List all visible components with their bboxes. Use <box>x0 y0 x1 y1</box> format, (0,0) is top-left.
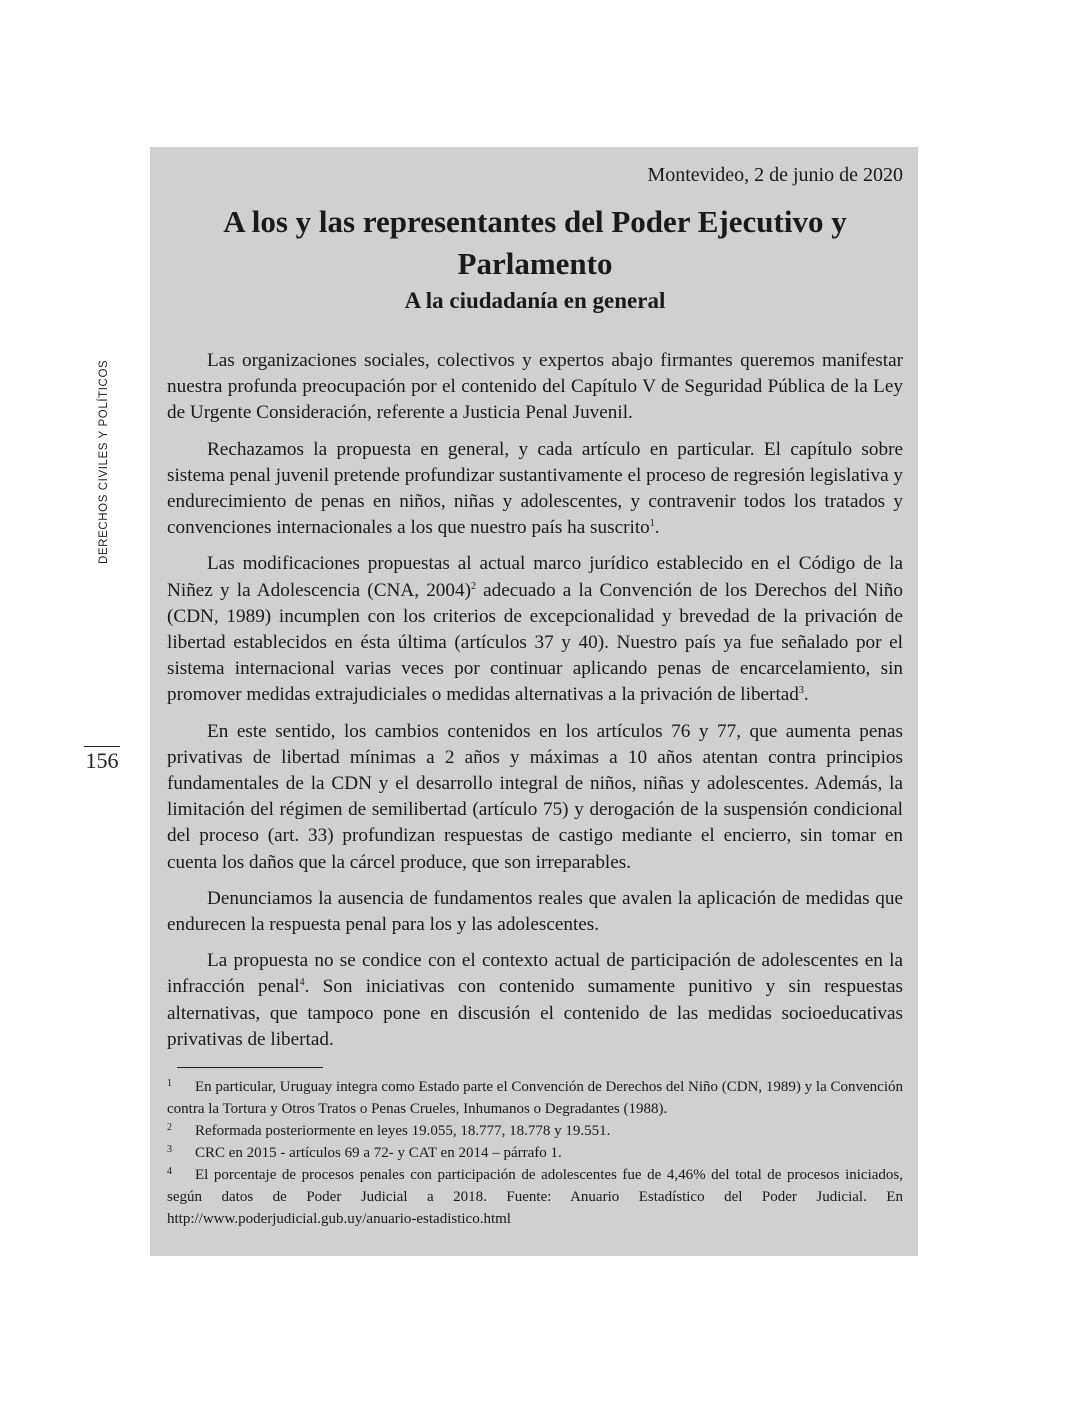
paragraph <box>167 886 903 938</box>
paragraph-text: En este sentido, los cambios contenidos en los artículos 76 y 77, que aumenta penas privativas de libertad mínimas a 2 años y máximas a 10 años atentan contra principios fundamentales de la CDN y el desarrollo integral de niños, niñas y adolescentes. Además, la limitación del régimen de semilibertad (artículo 75) y derogación de la suspensión condicional del proceso (art. 33) profundizan respuestas de castigo mediante el encierro, sin tomar en cuenta los daños que la cárcel produce, que son irreparables. <box>167 720 903 873</box>
page-number-rule <box>84 746 120 747</box>
footnote-text: Reformada posteriormente en leyes 19.055, 18.777, 18.778 y 19.551. <box>195 1123 611 1140</box>
paragraph <box>167 719 903 876</box>
paragraph-text: Rechazamos la propuesta en general, y cada artículo en particular. El capítulo sobre sistema penal juvenil pretende profundizar sustantivamente el proceso de regresión legislativa y endurecimiento de penas en niños, niñas y adolescentes, y contravenir todos los tratados y convenciones internacionales a los que nuestro país ha suscrito <box>167 438 903 539</box>
footnote-text: CRC en 2015 - artículos 69 a 72- y CAT en 2014 – párrafo 1. <box>195 1145 562 1162</box>
paragraph-text: Las modificaciones propuestas al actual marco jurídico establecido en el Código de la Niñez y la Adolescencia (CNA, 2004) <box>167 553 903 601</box>
paragraph <box>167 437 903 542</box>
paragraph-text: Denunciamos la ausencia de fundamentos reales que avalen la aplicación de medidas que endurecen la respuesta penal para los y las adolescentes. <box>167 887 903 936</box>
paragraph-text-tail: . <box>654 517 660 539</box>
footnote-text: El porcentaje de procesos penales con participación de adolescentes fue de 4,46% del total de procesos iniciados, según datos de Poder Judicial a 2018. Fuente: Anuario Estadístico del Poder Judicial. En http://www.poderjudicial.gub.uy/anuario-estadistico.html <box>167 1167 903 1228</box>
footnote-ref[interactable]: 3 <box>798 685 804 697</box>
paragraph <box>167 948 903 1053</box>
footnote: 1 En particular, Uruguay integra como Estado parte el Convención de Derechos del Niño (CDN, 1989) y la Convención contra la Tortura y Otros Tratos o Penas Crueles, Inhumanos o Degradantes (1988). <box>167 1078 903 1118</box>
paragraph <box>167 551 903 708</box>
footnote-ref[interactable]: 1 <box>649 518 655 530</box>
page-number: 156 <box>85 748 119 773</box>
paragraph-text: Las organizaciones sociales, colectivos y expertos abajo firmantes queremos manifestar nuestra profunda preocupación por el contenido del Capítulo V de Seguridad Pública de la Ley de Urgente Consideración, referente a Justicia Penal Juvenil. <box>167 350 903 424</box>
paragraph <box>167 348 903 427</box>
letter-panel <box>150 147 918 1256</box>
letter-title: A los y las representantes del Poder Ejecutivo y Parlamento <box>223 204 847 281</box>
letter-subtitle: A la ciudadanía en general <box>404 288 666 313</box>
paragraph-text-tail: . Son iniciativas con contenido sumamente punitivo y sin respuestas alternativas, que tampoco pone en discusión el contenido de las medidas socioeducativas privativas de libertad. <box>167 976 903 1050</box>
footnote-separator <box>177 1067 323 1068</box>
paragraph-text-middle: adecuado a la Convención de los Derechos del Niño (CDN, 1989) incumplen con los criterios de excepcionalidad y brevedad de la privación de libertad establecidos en ésta última (artículos 37 y 40). Nuestro país ya fue señalado por el sistema internacional varias veces por continuar aplicando penas de encarcelamiento, sin promover medidas extrajudiciales o medidas alternativas a la privación de libertad <box>167 579 903 706</box>
footnote: 2 Reformada posteriormente en leyes 19.055, 18.777, 18.778 y 19.551. <box>167 1122 611 1140</box>
paragraph-text: La propuesta no se condice con el contexto actual de participación de adolescentes en la infracción penal <box>167 950 903 998</box>
letter-body <box>167 348 903 1053</box>
footnote: 3 CRC en 2015 - artículos 69 a 72- y CAT en 2014 – párrafo 1. <box>167 1144 562 1162</box>
paragraph-text-tail: . <box>803 684 809 706</box>
letter-date: Montevideo, 2 de junio de 2020 <box>647 164 903 186</box>
footnote-ref[interactable]: 4 <box>299 977 305 989</box>
section-side-label: DERECHOS CIVILES Y POLÍTICOS <box>98 359 110 564</box>
footnote-ref[interactable]: 2 <box>470 580 476 592</box>
footnotes <box>167 1076 903 1230</box>
footnote-text: En particular, Uruguay integra como Estado parte el Convención de Derechos del Niño (CDN, 1989) y la Convención contra la Tortura y Otros Tratos o Penas Crueles, Inhumanos o Degradantes (1988). <box>167 1079 903 1118</box>
footnote: 4 El porcentaje de procesos penales con participación de adolescentes fue de 4,46% del total de procesos iniciados, según datos de Poder Judicial a 2018. Fuente: Anuario Estadístico del Poder Judicial. En http://www.poderjudicial.gub.uy/anuario-estadistico.html <box>167 1166 903 1228</box>
